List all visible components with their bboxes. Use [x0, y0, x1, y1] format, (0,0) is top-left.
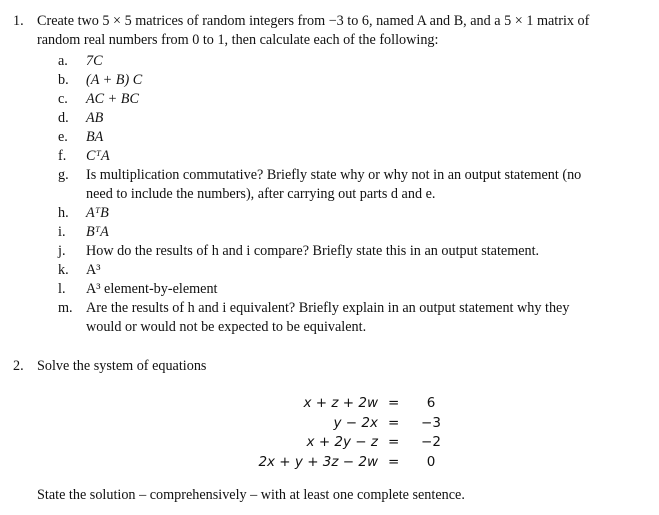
item-label: g.	[58, 167, 69, 183]
item-text: A³ element-by-element	[86, 281, 218, 297]
item-l	[58, 280, 638, 299]
item-m-continued	[58, 318, 638, 337]
equation-row	[230, 453, 460, 473]
item-text-continued: need to include the numbers), after carrying out parts d and e.	[86, 186, 436, 202]
item-text: (A + B) C	[86, 72, 143, 88]
equation-equals: =	[388, 434, 400, 450]
equation-equals: =	[388, 414, 400, 431]
item-text: How do the results of h and i compare? Briefly state this in an output statement.	[86, 243, 540, 259]
item-text: 7C	[86, 53, 103, 69]
equation-row	[230, 414, 460, 434]
equation-rhs: 0	[426, 453, 436, 470]
item-text: Is multiplication commutative? Briefly state why or why not in an output statement (no	[86, 167, 582, 183]
solution-instruction: State the solution – comprehensively – with at least one complete sentence.	[37, 487, 465, 503]
equation-lhs: 2x + y + 3z − 2w	[258, 453, 378, 470]
item-text: AᵀB	[86, 205, 109, 221]
item-text: AC + BC	[86, 91, 139, 107]
question-2-prompt: Solve the system of equations	[37, 358, 207, 374]
item-label: d.	[58, 110, 69, 126]
item-label: c.	[58, 91, 68, 107]
item-m	[58, 299, 638, 318]
item-i	[58, 223, 638, 242]
equation-lhs: x + 2y − z	[306, 434, 378, 450]
item-label: j.	[58, 243, 66, 259]
item-d	[58, 109, 638, 128]
item-label: f.	[58, 148, 67, 164]
item-b	[58, 71, 638, 90]
item-a	[58, 52, 638, 71]
equation-lhs: x + z + 2w	[303, 395, 378, 411]
item-text: BA	[86, 129, 104, 145]
item-text: CᵀA	[86, 148, 110, 164]
item-label: a.	[58, 53, 68, 69]
item-g	[58, 166, 638, 185]
equation-lhs: y − 2x	[333, 414, 378, 431]
equation-rhs: −3	[421, 414, 441, 431]
item-f	[58, 147, 638, 166]
item-label: i.	[58, 224, 66, 240]
item-label: h.	[58, 205, 69, 221]
item-label: l.	[58, 281, 66, 297]
item-text: AB	[86, 110, 104, 126]
item-text: A³	[86, 262, 101, 278]
equation-equals: =	[388, 395, 400, 411]
equation-equals: =	[388, 453, 400, 470]
item-e	[58, 128, 638, 147]
question-1-line-2: random real numbers from 0 to 1, then calculate each of the following:	[37, 32, 439, 48]
item-j	[58, 242, 638, 261]
item-label: e.	[58, 129, 68, 145]
question-1-number: 1.	[13, 13, 24, 29]
equation-row	[230, 394, 460, 414]
equation-system	[230, 394, 460, 472]
item-h	[58, 204, 638, 223]
question-2-number: 2.	[13, 358, 24, 374]
equation-rhs: −2	[421, 434, 441, 450]
equation-row	[230, 433, 460, 453]
question-1-line-1: Create two 5 × 5 matrices of random integers from −3 to 6, named A and B, and a 5 × 1 matrix of	[37, 13, 590, 29]
item-k	[58, 261, 638, 280]
item-label: m.	[58, 300, 73, 316]
item-text-continued: would or would not be expected to be equivalent.	[86, 319, 367, 335]
item-g-continued	[58, 185, 638, 204]
item-text: Are the results of h and i equivalent? Briefly explain in an output statement why they	[86, 300, 570, 316]
item-label: b.	[58, 72, 69, 88]
item-c	[58, 90, 638, 109]
item-label: k.	[58, 262, 69, 278]
item-text: BᵀA	[86, 224, 109, 240]
equation-rhs: 6	[426, 395, 436, 411]
